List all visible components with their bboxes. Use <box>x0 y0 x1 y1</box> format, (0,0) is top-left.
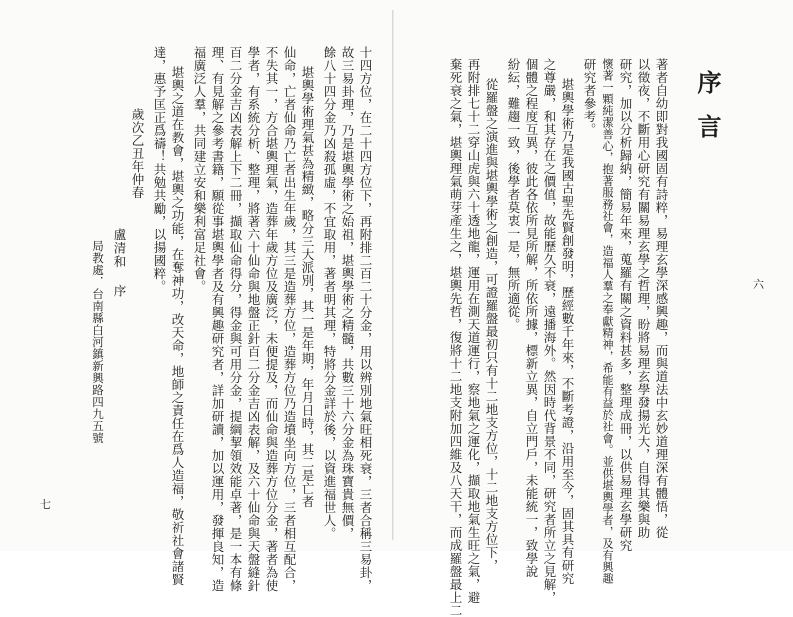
text-column: 十四方位，在二十四方位下，再附排二百二十分金，用以辨別地氣旺相死衰，三者合稱三易卦， <box>358 46 373 592</box>
preface-title: 序言 <box>693 70 722 158</box>
text-column: 堪輿之道在教會，堪輿之功能，在奪神功，改天命，地師之責任在爲人造福，敬祈社會諸賢 <box>170 66 185 586</box>
text-column: 堪輿學術理氣甚為精緻，略分三大派別，其一是年期，年月日時，其二是亡者 <box>300 66 315 508</box>
page-number: 七 <box>40 498 51 511</box>
right-page <box>398 18 778 617</box>
text-column: 達，惠予匡正爲禱！共勉共勵，以揚國粹。 <box>152 46 167 293</box>
text-column: 個體之程度互異，彼此各依所見所解，所依所據，標新立異，自立門戶，未能統一，致學說 <box>524 58 539 578</box>
text-column: 著者自幼即對我國固有詩粹，易理玄學深感興趣，而與道法中玄妙道理深有體悟，從 <box>654 58 669 539</box>
text-column: 仙命，亡者仙命乃亡者出生年歲，其三是造葬方位，造葬方位乃造墳坐向方位，三者相互配合， <box>282 46 297 592</box>
text-column: 再附排七十二穿山虎與六十透地龍，運用在測天道運行，察地氣之運化，擷取地氣生旺之氣，避 <box>466 58 481 604</box>
author-signature: 盧清和 序 <box>112 228 127 298</box>
date-line: 歲次乙丑年仲春 <box>130 108 145 199</box>
text-column: 從羅盤之演進與堪輿學術之創造，可證羅盤最初只有十二地支方位，十二地支方位下， <box>484 78 499 572</box>
book-gutter <box>392 10 394 540</box>
text-column: 之尊嚴，和其存在之價值，故能歷久不衰，遠播海外。然因時代背景不同，研究者所立之見解， <box>542 58 557 604</box>
text-column: 餘八十四分金乃凶殺孤虛，不宜取用，著者明其理，特將分金詳於後，以資進福世人。 <box>322 46 337 540</box>
text-column: 故三易卦理，乃是堪輿學術之始祖，堪輿學術之精髓，共數三十六分金為珠寶貴無價， <box>340 46 355 540</box>
text-column: 懷著一顆純潔善心，抱著服務社會，造福人羣之奉獻精神，希能有益於社會。並供堪輿學者，及有興趣 <box>601 58 614 585</box>
text-column: 研究者參考。 <box>582 58 597 136</box>
text-column: 研究，加以分析歸納，簡易年來，蒐羅有關之資料甚多，整理成冊，以供易理玄學研究 <box>618 58 633 552</box>
author-address: 局教處．台南縣白河鎮新興路四九五號 <box>91 240 105 444</box>
text-column: 紛紜，難趨一致，後學者莫衷一是，無所適從。 <box>506 58 521 331</box>
page-number: 六 <box>753 278 764 291</box>
text-column: 棄死衰之氣，堪輿理氣萌芽產生之，堪輿先哲，復將十二地支附加四維及八天干，而成羅盤最上二 <box>448 58 463 617</box>
text-column: 福廣泛人羣，共同建立安和樂利富足社會。 <box>192 46 207 293</box>
text-column: 學者，有系統分析、整理，將著六十仙命與地盤正針百二分金吉凶表解，及六十仙命與天盤縫針 <box>246 46 261 592</box>
text-column: 以徵夜，不斷用心研究有關易理玄學之哲理，盼將易理玄學發揚光大，自得其樂與助 <box>636 58 651 539</box>
left-page <box>18 18 388 592</box>
text-column: 理、有見解之參考書籍，願從事堪輿學者及有興趣研究者，詳加研讀，加以運用，發揮良知，造 <box>210 46 225 592</box>
text-column: 百二分金吉凶表解上下二冊，擷取仙命得分，得金與可用分金，提綱挈領效能卓著，是一本有條 <box>228 46 243 592</box>
text-column: 不失其一，方合堪輿理氣，造葬年歲方位及廣泛，未便提及，而仙命與造葬方位分金，著者為使 <box>264 46 279 592</box>
text-column: 堪輿學術乃是我國古聖先賢創發明，歷經數千年來，不斷考證，沿用至今，固其具有研究 <box>560 78 575 585</box>
